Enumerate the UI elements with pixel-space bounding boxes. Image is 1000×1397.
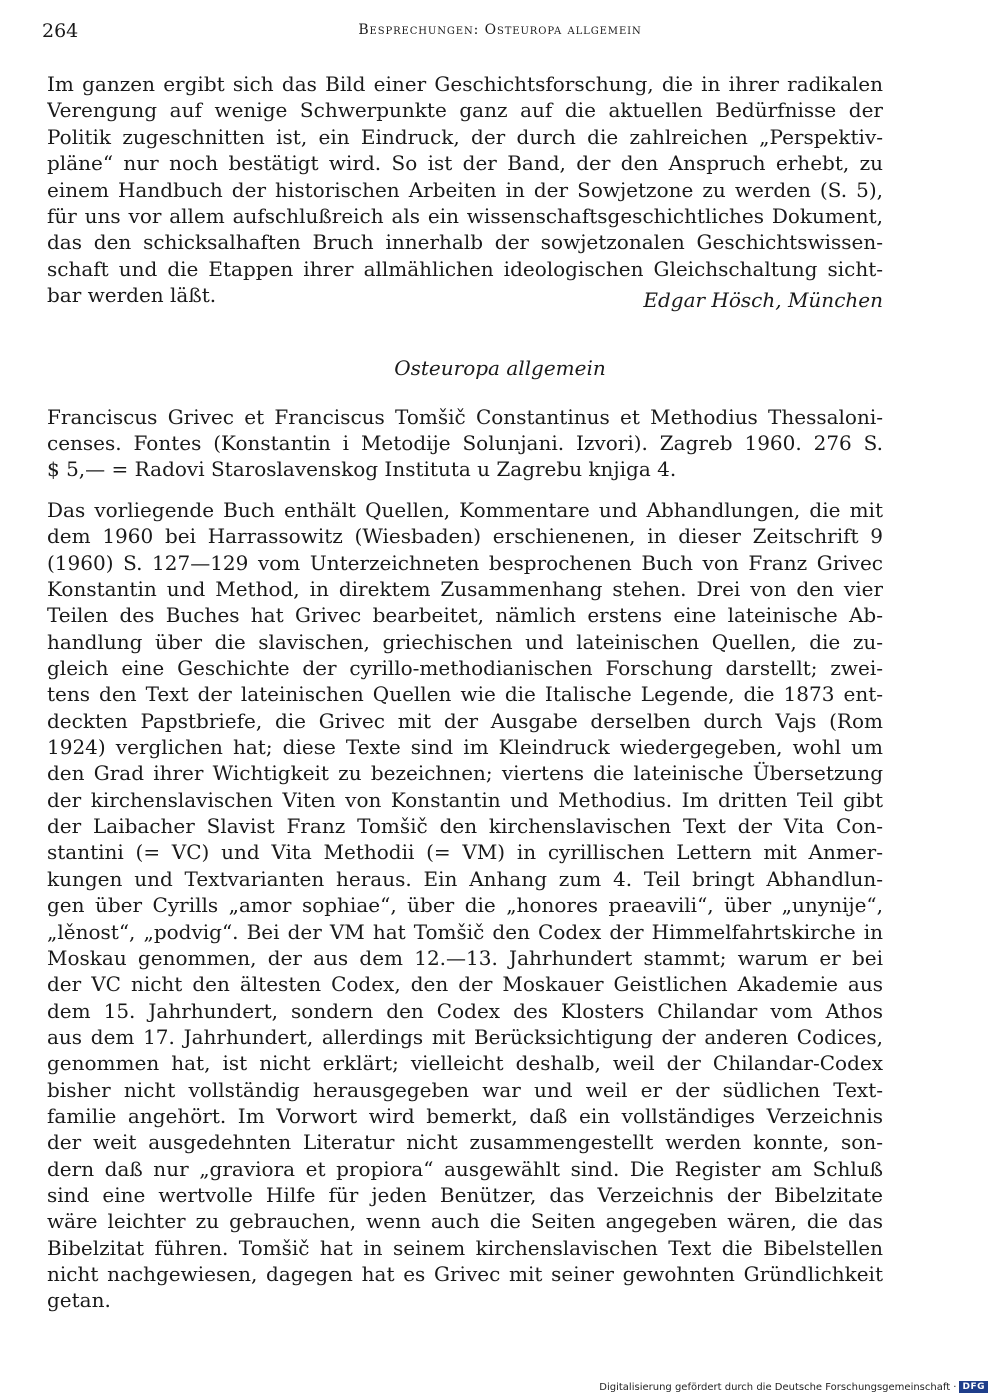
body-line: der VC nicht den ältesten Codex, den der Moskauer Geistlichen Akademie aus (47, 972, 883, 997)
body-line: dern daß nur „graviora et propiora“ ausgewählt sind. Die Register am Schluß (47, 1156, 883, 1181)
body-line: dem 15. Jahrhundert, sondern den Codex des Klosters Chilandar vom Athos (47, 998, 883, 1023)
digitization-footer (599, 1381, 988, 1393)
body-line: dem 1960 bei Harrassowitz (Wiesbaden) erschienenen, in dieser Zeitschrift 9 (47, 524, 883, 549)
intro-line: einem Handbuch der historischen Arbeiten in der Sowjetzone zu werden (S. 5), (47, 177, 883, 202)
citation-line: censes. Fontes (Konstantin i Metodije Solunjani. Izvori). Zagreb 1960. 276 S. (47, 431, 883, 455)
body-line: aus dem 17. Jahrhundert, allerdings mit Berücksichtigung der anderen Codices, (47, 1024, 883, 1049)
body-line: stantini (= VC) und Vita Methodii (= VM) in cyrillischen Lettern mit Anmer- (47, 840, 883, 865)
dfg-logo: DFG (959, 1381, 988, 1393)
body-line: gleich eine Geschichte der cyrillo-methodianischen Forschung darstellt; zwei- (47, 656, 883, 681)
intro-line: pläne“ nur noch bestätigt wird. So ist der Band, der den Anspruch erhebt, zu (47, 151, 883, 176)
body-line: familie angehört. Im Vorwort wird bemerkt, daß ein vollständiges Verzeichnis (47, 1103, 883, 1128)
body-line: der Laibacher Slavist Franz Tomšič den kirchenslavischen Text der Vita Con- (47, 814, 883, 839)
intro-line: für uns vor allem aufschlußreich als ein wissenschaftsgeschichtliches Dokument, (47, 204, 883, 229)
body-line: den Grad ihrer Wichtigkeit zu bezeichnen; viertens die lateinische Übersetzung (47, 761, 883, 786)
intro-line: Im ganzen ergibt sich das Bild einer Geschichtsforschung, die in ihrer radikalen (47, 72, 883, 96)
body-line: Das vorliegende Buch enthält Quellen, Kommentare und Abhandlungen, die mit (47, 498, 883, 522)
citation-line: Franciscus Grivec et Franciscus Tomšič Constantinus et Methodius Thessaloni- (47, 405, 883, 429)
body-line: gen über Cyrills „amor sophiae“, über die „honores praeavili“, über „unynije“, (47, 893, 883, 918)
body-line: Bibelzitat führen. Tomšič hat in seinem kirchenslavischen Text die Bibelstellen (47, 1235, 883, 1260)
body-line: genommen hat, ist nicht erklärt; vielleicht deshalb, weil der Chilandar-Codex (47, 1051, 883, 1076)
body-line: nicht nachgewiesen, dagegen hat es Grivec mit seiner gewohnten Gründlichkeit (47, 1261, 883, 1286)
body-line: Moskau genommen, der aus dem 12.—13. Jahrhundert stammt; warum er bei (47, 945, 883, 970)
body-line: der kirchenslavischen Viten von Konstantin und Methodius. Im dritten Teil gibt (47, 787, 883, 812)
body-line: Konstantin und Method, in direktem Zusammenhang stehen. Drei von den vier (47, 577, 883, 602)
citation-line: $ 5,— = Radovi Staroslavenskog Instituta u Zagrebu knjiga 4. (47, 457, 677, 481)
running-head: Besprechungen: Osteuropa allgemein (358, 22, 642, 38)
body-line: deckten Papstbriefe, die Grivec mit der Ausgabe derselben durch Vajs (Rom (47, 708, 883, 733)
body-line: „lěnost“, „podvig“. Bei der VM hat Tomšič den Codex der Himmelfahrtskirche in (47, 919, 883, 944)
body-line: bisher nicht vollständig herausgegeben war und weil er der südlichen Text- (47, 1077, 883, 1102)
body-line: wäre leichter zu gebrauchen, wenn auch die Seiten angegeben wären, die das (47, 1209, 883, 1234)
body-line: der weit ausgedehnten Literatur nicht zusammengestellt werden konnte, son- (47, 1130, 883, 1155)
body-line: handlung über die slavischen, griechischen und lateinischen Quellen, die zu- (47, 629, 883, 654)
intro-paragraph (47, 71, 883, 309)
body-line: kungen und Textvarianten heraus. Ein Anhang zum 4. Teil bringt Abhandlun- (47, 866, 883, 891)
body-line: sind eine wertvolle Hilfe für jeden Benützer, das Verzeichnis der Bibelzitate (47, 1182, 883, 1207)
intro-line: Verengung auf wenige Schwerpunkte ganz auf die aktuellen Bedürfnisse der (47, 98, 883, 123)
page-number: 264 (42, 20, 79, 42)
body-line: getan. (47, 1288, 111, 1313)
body-line: tens den Text der lateinischen Quellen wie die Italische Legende, die 1873 ent- (47, 682, 883, 707)
review-body (47, 497, 883, 1314)
section-title: Osteuropa allgemein (394, 356, 606, 380)
footer-text: Digitalisierung gefördert durch die Deutsche Forschungsgemeinschaft · (599, 1381, 957, 1393)
book-citation (47, 404, 883, 482)
body-line: (1960) S. 127—129 vom Unterzeichneten besprochenen Buch von Franz Grivec (47, 550, 883, 575)
body-line: 1924) verglichen hat; diese Texte sind im Kleindruck wiedergegeben, wohl um (47, 735, 883, 760)
intro-line: Politik zugeschnitten ist, ein Eindruck, der durch die zahlreichen „Perspektiv- (47, 124, 883, 149)
body-line: Teilen des Buches hat Grivec bearbeitet, nämlich erstens eine lateinische Ab- (47, 603, 883, 628)
review-signature: Edgar Hösch, München (643, 288, 883, 312)
intro-line: schaft und die Etappen ihrer allmählichen ideologischen Gleichschaltung sicht- (47, 256, 883, 281)
intro-line: bar werden läßt. (47, 283, 217, 308)
intro-line: das den schicksalhaften Bruch innerhalb der sowjetzonalen Geschichtswissen- (47, 230, 883, 255)
